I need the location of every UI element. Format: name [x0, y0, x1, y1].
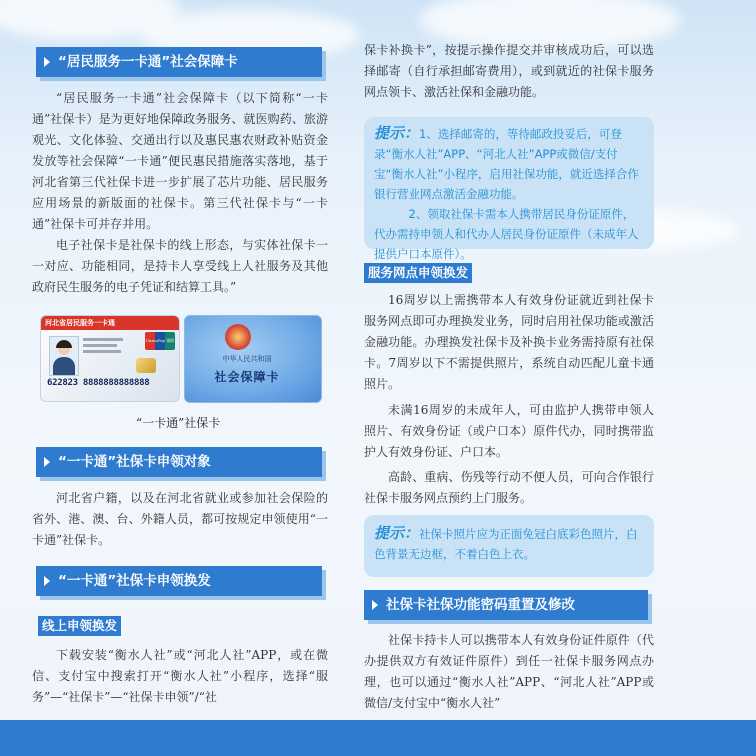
online-continued-paragraph: 保卡补换卡”，按提示操作提交并审核成功后，可以选择邮寄（自行承担邮寄费用），或到就近的社保卡服务网点领卡、激活社保和金融功能。	[364, 43, 654, 99]
bottom-band	[0, 720, 756, 756]
online-apply-label: 线上申领换发	[38, 616, 121, 636]
unionpay-logo: UnionPay 银联	[145, 332, 175, 350]
online-apply-paragraph: 下载安装“衡水人社”或“河北人社”APP，或在微信、支付宝中搜索打开“衡水人社”小程序，选择“服务”—“社保卡”—“社保卡申领”/“社	[32, 648, 328, 704]
tip-text-2: 2、领取社保卡需本人携带居民身份证原件，代办需持申领人和代办人居民身份证原件（未成年人提供户口本原件）。	[374, 207, 639, 261]
card-number: 622823 8888888888888	[47, 378, 150, 388]
service-site-label: 服务网点申领换发	[364, 263, 472, 283]
card-caption: “一卡通”社保卡	[136, 416, 221, 430]
card-back-title: 社会保障卡	[214, 370, 280, 384]
service-site-paragraph-2: 未满16周岁的未成年人，可由监护人携带申领人照片、有效身份证（或户口本）原件代办，同时携带监护人有效身份证、户口本。	[364, 403, 654, 459]
tip-label: 提示：	[374, 124, 420, 142]
banner-password-reset: 社保卡社保功能密码重置及修改	[364, 590, 648, 620]
tip-box-pickup	[364, 117, 654, 261]
tip-photo-text: 社保卡照片应为正面免冠白底彩色照片，白色背景无边框，不着白色上衣。	[374, 527, 638, 561]
service-site-paragraph-3: 高龄、重病、伤残等行动不便人员，可向合作银行社保卡服务网点预约上门服务。	[364, 470, 654, 505]
eligibility-paragraph: 河北省户籍，以及在河北省就业或参加社会保险的省外、港、澳、台、外籍人员，都可按规定申领使用“一卡通”社保卡。	[32, 491, 328, 547]
portrait-photo	[49, 336, 79, 376]
national-emblem-icon	[225, 324, 251, 350]
card-header-text: 河北省居民服务一卡通	[45, 319, 115, 327]
banner-eligibility: “一卡通”社保卡申领对象	[36, 447, 322, 477]
e-card-paragraph: 电子社保卡是社保卡的线上形态，与实体社保卡一一对应、功能相同，是持卡人享受线上人社服务及其他政府民生服务的电子凭证和结算工具。”	[32, 238, 328, 294]
card-back-country: 中华人民共和国	[222, 355, 272, 363]
tip-label: 提示：	[374, 524, 420, 542]
card-back-image	[184, 315, 322, 403]
tip-text-1: 1、选择邮寄的，等待邮政投妥后，可登录“衡水人社”APP、“河北人社”APP或微信/支付宝“衡水人社”小程序，启用社保功能，就近选择合作银行营业网点激活金融功能。	[374, 127, 639, 201]
banner-apply-renew: “一卡通”社保卡申领换发	[36, 566, 322, 596]
intro-paragraph: “居民服务一卡通”社会保障卡（以下简称“一卡通”社保卡）是为更好地保障政务服务、就医购药、旅游观光、文化体验、交通出行以及惠民惠农财政补贴资金发放等社会保障“一卡通”便民惠民措施落实落地，基于河北省第三代社保卡进一步扩展了芯片功能、居民服务应用场景的新版面的社保卡。第三代社保卡与“一卡通”社保卡可并存并用。	[32, 91, 328, 231]
card-front-image	[40, 315, 180, 402]
service-site-paragraph-1: 16周岁以上需携带本人有效身份证就近到社保卡服务网点即可办理换发业务，同时启用社保功能或激活金融功能。办理换发社保卡及补换卡业务需持原有社保卡。7周岁以下不需提供照片，系统自动匹配儿童卡通照片。	[364, 293, 654, 391]
tip-box-photo	[364, 515, 654, 577]
password-paragraph: 社保卡持卡人可以携带本人有效身份证件原件（代办提供双方有效证件原件）到任一社保卡服务网点办理，也可以通过“衡水人社”APP、“河北人社”APP或微信/支付宝中“衡水人社”	[364, 633, 654, 710]
card-chip-icon	[136, 358, 156, 373]
banner-social-security-card: “居民服务一卡通”社会保障卡	[36, 47, 322, 77]
